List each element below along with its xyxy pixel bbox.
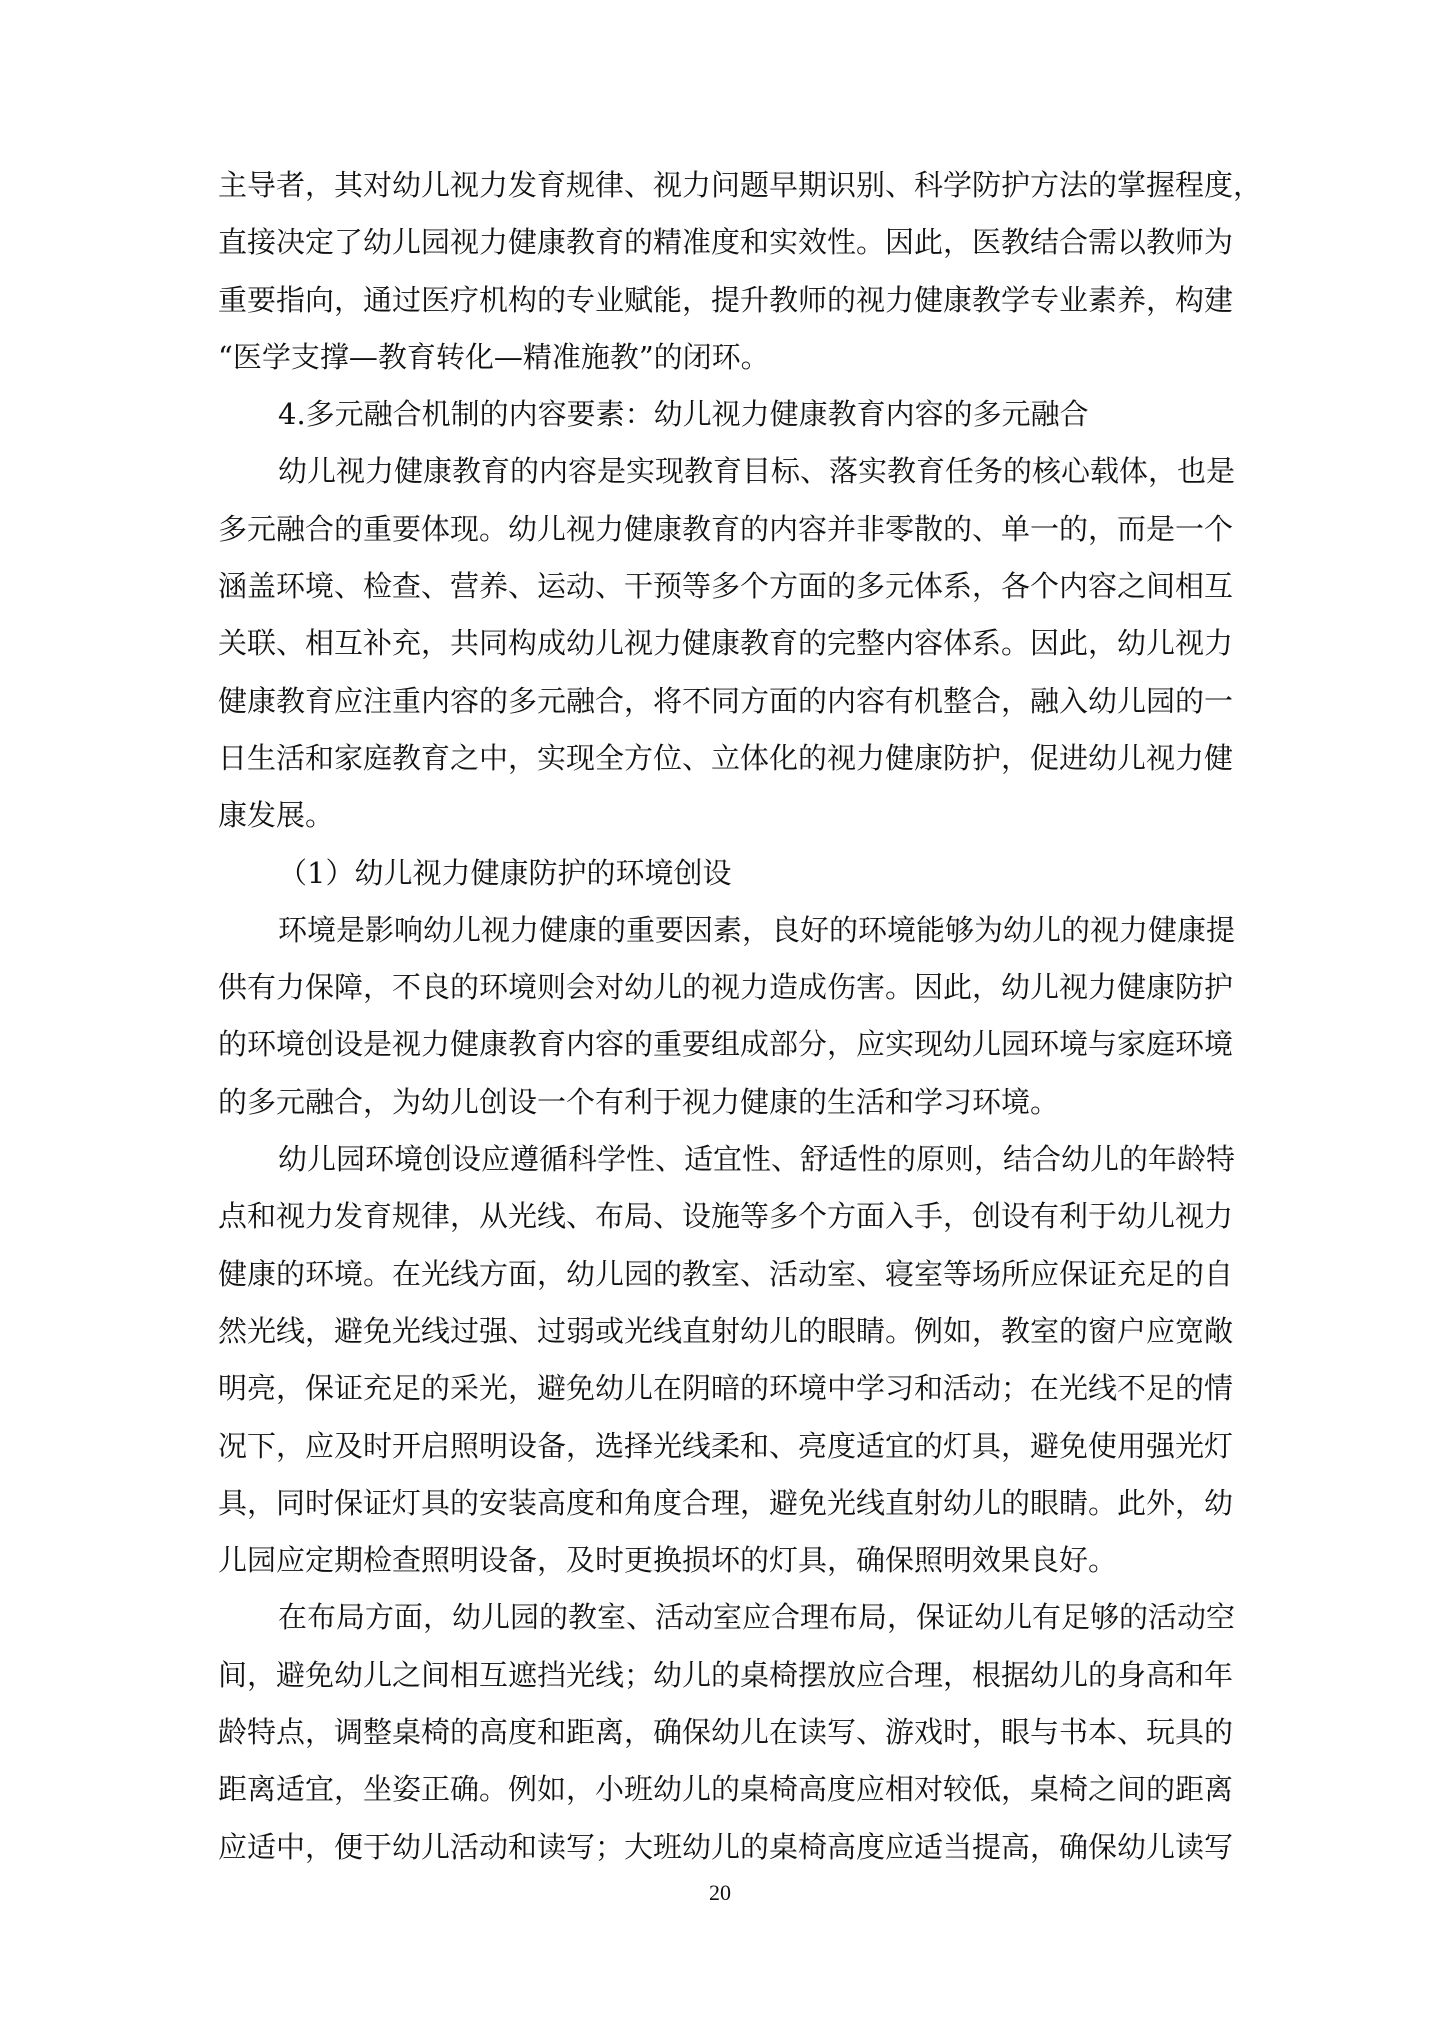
text-line-11: 日生活和家庭教育之中，实现全方位、立体化的视力健康防护，促进幼儿视力健: [218, 740, 1234, 775]
text-line-29: 距离适宜，坐姿正确。例如，小班幼儿的桌椅高度应相对较低，桌椅之间的距离: [218, 1772, 1234, 1807]
page-number: 20: [709, 1880, 731, 1905]
text-line-12: 康发展。: [218, 798, 335, 833]
section-heading-4: 4.多元融合机制的内容要素：幼儿视力健康教育内容的多元融合: [278, 397, 1089, 432]
text-line-16: 的环境创设是视力健康教育内容的重要组成部分，应实现幼儿园环境与家庭环境: [218, 1027, 1234, 1062]
text-line-7: 多元融合的重要体现。幼儿视力健康教育的内容并非零散的、单一的，而是一个: [218, 511, 1234, 546]
text-line-27: 间，避免幼儿之间相互遮挡光线；幼儿的桌椅摆放应合理，根据幼儿的身高和年: [218, 1657, 1234, 1692]
text-line-18: 幼儿园环境创设应遵循科学性、适宜性、舒适性的原则，结合幼儿的年龄特: [278, 1142, 1236, 1177]
text-line-3: 重要指向，通过医疗机构的专业赋能，提升教师的视力健康教学专业素养，构建: [218, 282, 1234, 317]
text-line-23: 况下，应及时开启照明设备，选择光线柔和、亮度适宜的灯具，避免使用强光灯: [218, 1428, 1234, 1463]
text-line-8: 涵盖环境、检查、营养、运动、干预等多个方面的多元体系，各个内容之间相互: [218, 569, 1234, 604]
text-line-15: 供有力保障，不良的环境则会对幼儿的视力造成伤害。因此，幼儿视力健康防护: [218, 970, 1234, 1005]
text-line-22: 明亮，保证充足的采光，避免幼儿在阴暗的环境中学习和活动；在光线不足的情: [218, 1371, 1234, 1406]
text-line-19: 点和视力发育规律，从光线、布局、设施等多个方面入手，创设有利于幼儿视力: [218, 1199, 1234, 1234]
text-line-2: 直接决定了幼儿园视力健康教育的精准度和实效性。因此，医教结合需以教师为: [218, 225, 1234, 260]
text-line-24: 具，同时保证灯具的安装高度和角度合理，避免光线直射幼儿的眼睛。此外，幼: [218, 1485, 1234, 1520]
subsection-heading-1: （1）幼儿视力健康防护的环境创设: [278, 855, 732, 890]
text-line-10: 健康教育应注重内容的多元融合，将不同方面的内容有机整合，融入幼儿园的一: [218, 683, 1234, 718]
text-line-20: 健康的环境。在光线方面，幼儿园的教室、活动室、寝室等场所应保证充足的自: [218, 1256, 1234, 1291]
text-line-25: 儿园应定期检查照明设备，及时更换损坏的灯具，确保照明效果良好。: [218, 1543, 1118, 1578]
text-line-6: 幼儿视力健康教育的内容是实现教育目标、落实教育任务的核心载体，也是: [278, 454, 1236, 489]
document-body: [218, 157, 1263, 1876]
text-line-1: 主导者，其对幼儿视力发育规律、视力问题早期识别、科学防护方法的掌握程度，: [218, 168, 1263, 202]
text-line-4: “医学支撑—教育转化—精准施教”的闭环。: [218, 339, 770, 374]
text-line-30: 应适中，便于幼儿活动和读写；大班幼儿的桌椅高度应适当提高，确保幼儿读写: [218, 1829, 1234, 1864]
text-line-28: 龄特点，调整桌椅的高度和距离，确保幼儿在读写、游戏时，眼与书本、玩具的: [218, 1715, 1234, 1750]
text-line-26: 在布局方面，幼儿园的教室、活动室应合理布局，保证幼儿有足够的活动空: [278, 1600, 1236, 1635]
text-line-9: 关联、相互补充，共同构成幼儿视力健康教育的完整内容体系。因此，幼儿视力: [218, 626, 1234, 661]
text-line-17: 的多元融合，为幼儿创设一个有利于视力健康的生活和学习环境。: [218, 1084, 1060, 1119]
text-line-21: 然光线，避免光线过强、过弱或光线直射幼儿的眼睛。例如，教室的窗户应宽敞: [218, 1313, 1234, 1348]
text-line-14: 环境是影响幼儿视力健康的重要因素，良好的环境能够为幼儿的视力健康提: [278, 912, 1236, 947]
